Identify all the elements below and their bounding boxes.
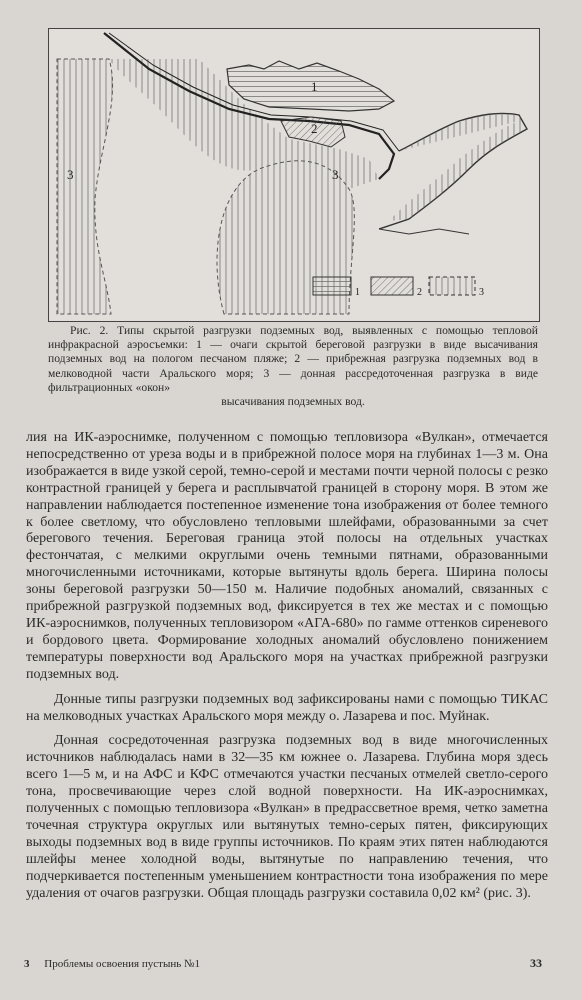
map-label-2: 2 xyxy=(311,121,318,136)
body-text xyxy=(26,430,548,910)
map-drawing xyxy=(49,29,539,321)
figure-caption xyxy=(48,324,538,409)
paragraph-2: Донные типы разгрузки подземных вод зафиксированы нами с помощью ТИКАС на мелководных участках Аральского моря между о. Лазарева и пос. Муйнак. xyxy=(26,691,548,724)
paragraph-1: лия на ИК-аэроснимке, полученном с помощью тепловизора «Вулкан», отмечается непосредственно от уреза воды и в прибрежной полосе моря на глубинах 1—3 м. Она изображается в виде узкой серой, темно-серой и местами почти черной полосы с резко контрастной границей у берега и расплывчатой границей в сторону моря. В этом же направлении наблюдается постепенное изменение тона изображения от более темного к более светлому, что обусловлено тепловыми шлейфами, образованными за счет берегового течения. Береговая граница этой полосы на отдельных участках фестончатая, с мелкими округлыми очень темными пятнами, образованными многочисленными источниками, которые вытянуты вдоль берега. Ширина полосы зоны береговой разгрузки 50—150 м. Наличие подобных аномалий, связанных с прибрежной разгрузкой подземных вод, фиксируется в тех же местах и с помощью ИК-аэроснимков, полученных тепловизором «АГА-680» по гамме оттенков сиреневого и бордового цвета. Формирование холодных аномалий обусловлено понижением температуры поверхности вод Аральского моря на участках прибрежной разгрузки подземных вод. xyxy=(26,430,548,682)
legend-label-1: 1 xyxy=(355,287,360,298)
page-number: 33 xyxy=(530,956,542,970)
legend xyxy=(313,277,484,298)
journal-name: Проблемы освоения пустынь №1 xyxy=(44,958,200,970)
paragraph-3: Донная сосредоточенная разгрузка подземных вод в виде многочисленных источников наблюдалась нами в 32—35 км южнее о. Лазарева. Глубина моря здесь всего 1—5 м, и на АФС и КФС отмечаются участки песчаных отмелей светло-серого тона, просвечивающие через слой водной поверхности. На ИК-аэроснимках, полученных с помощью тепловизора «Вулкан» в предрассветное время, четко заметна точечная структура округлых или вытянутых темно-серых пятен, фиксирующих выходы подземных вод в виде группы источников. По краям этих пятен наблюдаются шлейфы менее холодной воды, вытянутые по направлению течения, что подчеркивается постепенным уменьшением контрастности тона изображения по мере удаления от очагов разгрузки. Общая площадь разгрузки составила 0,02 км² (рис. 3). xyxy=(26,733,548,901)
legend-label-3: 3 xyxy=(479,287,484,298)
caption-main: Рис. 2. Типы скрытой разгрузки подземных вод, выявленных с помощью тепловой инфракрасной аэросъемки: 1 — очаги скрытой береговой разгрузки в виде высачивания подземных вод на пологом песчаном пляже; 2 — прибрежная разгрузка подземных вод в мелководной части Аральского моря; 3 — донная рассредоточенная разгрузка в виде фильтрационных «окон» xyxy=(48,324,538,394)
caption-last-line: высачивания подземных вод. xyxy=(221,395,365,409)
map-label-3-left: 3 xyxy=(67,167,74,182)
shoreline-hatch xyxy=(389,113,527,221)
footer-left xyxy=(24,958,200,970)
signature-number: 3 xyxy=(24,958,30,970)
map-label-1: 1 xyxy=(311,79,318,94)
legend-label-2: 2 xyxy=(417,287,422,298)
zone-3-left xyxy=(57,59,113,314)
figure-map xyxy=(48,28,540,322)
map-label-3-center: 3 xyxy=(332,167,339,182)
